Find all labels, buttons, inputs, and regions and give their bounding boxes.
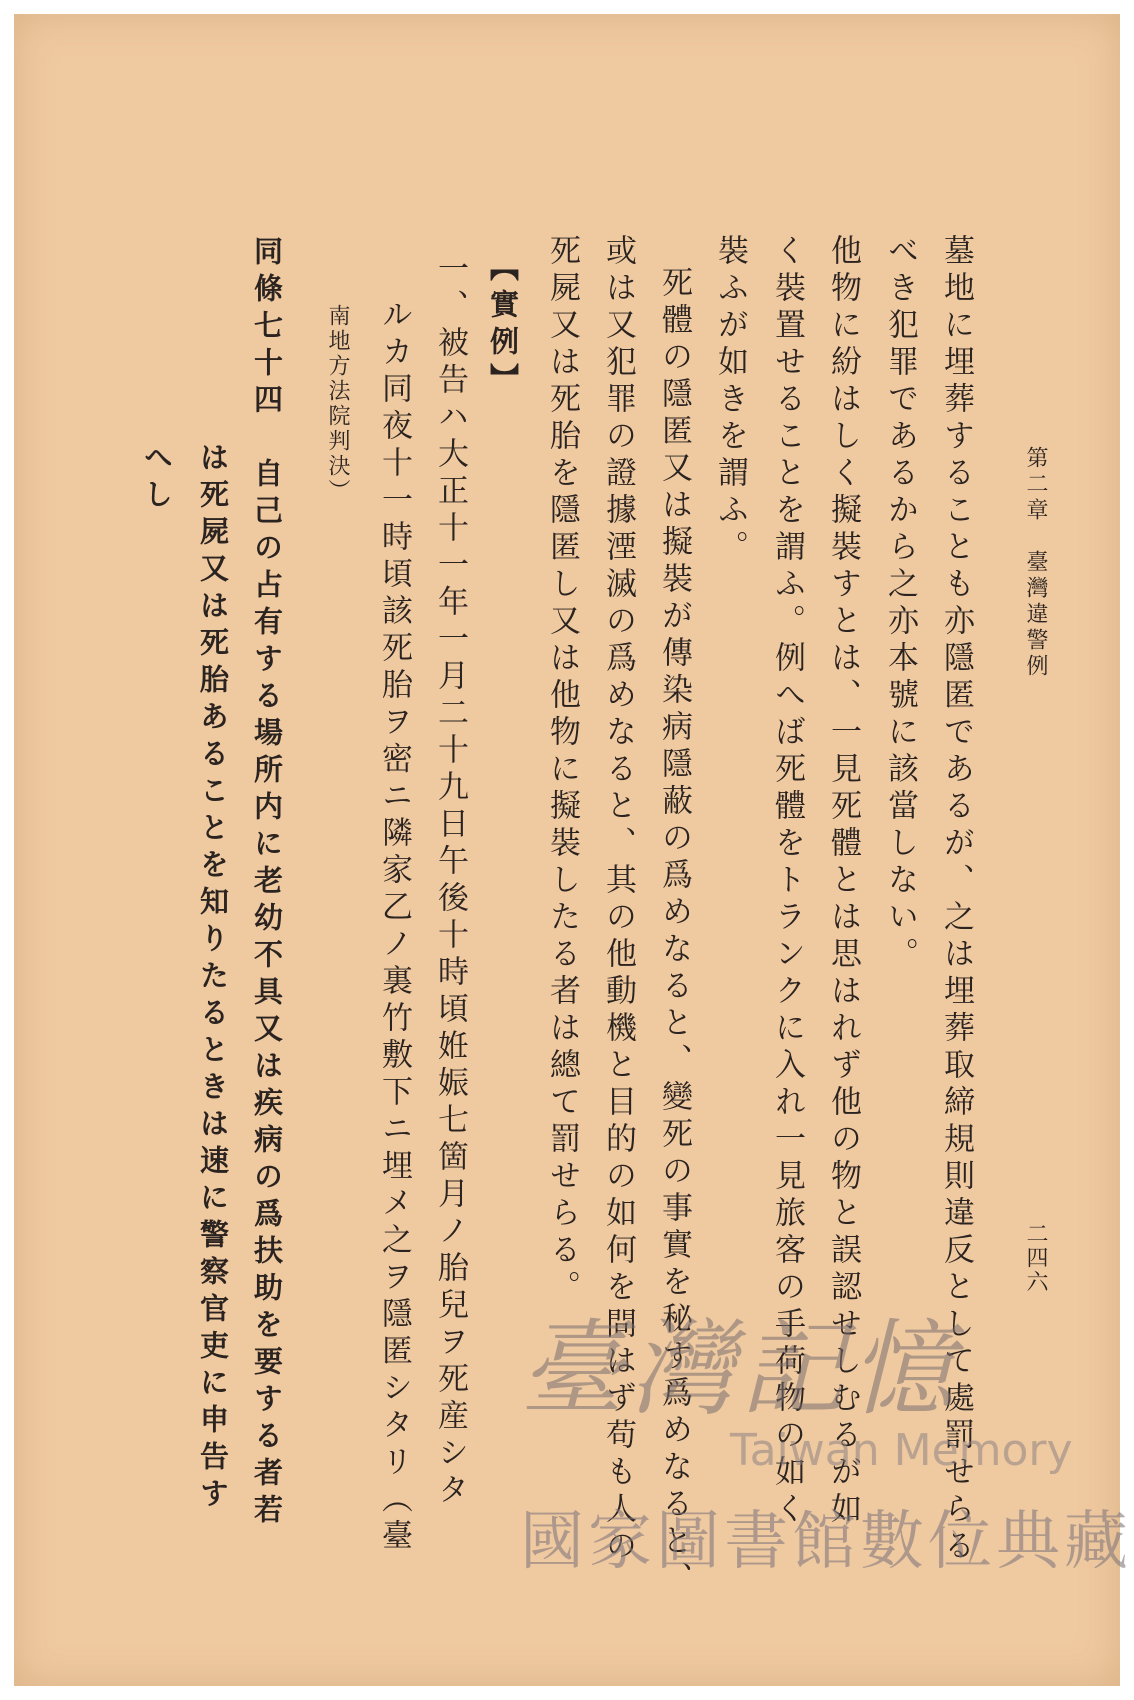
example-heading: 【實例】 xyxy=(486,252,520,400)
text-column-8: 死屍又は死胎を隱匿し又は他物に擬裝したる者は總て罰せらる。 xyxy=(544,234,580,1307)
watermark-title: 臺灣記憶 xyxy=(520,1308,961,1430)
example-column-1: 一、被告ハ大正十一年一月二十九日午後十時頃姙娠七箇月ノ胎兒ヲ死産シタ xyxy=(432,252,468,1510)
watermark-english: Taiwan Memory xyxy=(730,1425,1073,1476)
text-column-2: べき犯罪であるから之亦本號に該當しない。 xyxy=(882,234,918,974)
text-column-6: 死體の隱匿又は擬裝が傳染病隱蔽の爲めなると、變死の事實を秘す爲めなると、 xyxy=(656,266,692,1598)
text-column-5: 裝ふが如きを謂ふ。 xyxy=(712,234,748,567)
chapter-header: 第二章 臺灣違警例 xyxy=(1023,446,1048,680)
example-column-3: 南地方法院判決） xyxy=(325,304,350,504)
text-column-1: 墓地に埋葬することも亦隱匿であるが、之は埋葬取締規則違反として處罰せらる xyxy=(938,234,974,1566)
text-column-4: く裝置せることを謂ふ。例へば死體をトランクに入れ一見旅客の手荷物の如く xyxy=(769,234,805,1529)
text-column-3: 他物に紛はしく擬裝すとは、一見死體とは思はれず他の物と誤認せしむるが如 xyxy=(825,234,861,1529)
article-column-3: へし xyxy=(140,442,174,516)
article-column-2: は死屍又は死胎あることを知りたるときは速に警察官吏に申告す xyxy=(196,442,230,1515)
article-column-1: 同條七十四 自己の占有する場所内に老幼不具又は疾病の爲扶助を要する者若 xyxy=(250,236,284,1531)
text-column-7: 或は又犯罪の證據湮滅の爲めなると、其の他動機と目的の如何を問はず苟も人の xyxy=(600,234,636,1566)
example-column-2: ルカ同夜十一時頃該死胎ヲ密ニ隣家乙ノ裏竹敷下ニ埋メ之ヲ隱匿シタリ（臺 xyxy=(376,298,412,1556)
page-number: 二四六 xyxy=(1023,1222,1048,1294)
watermark-subtitle: 國家圖書館數位典藏 xyxy=(520,1505,1132,1579)
book-page xyxy=(14,14,1120,1686)
